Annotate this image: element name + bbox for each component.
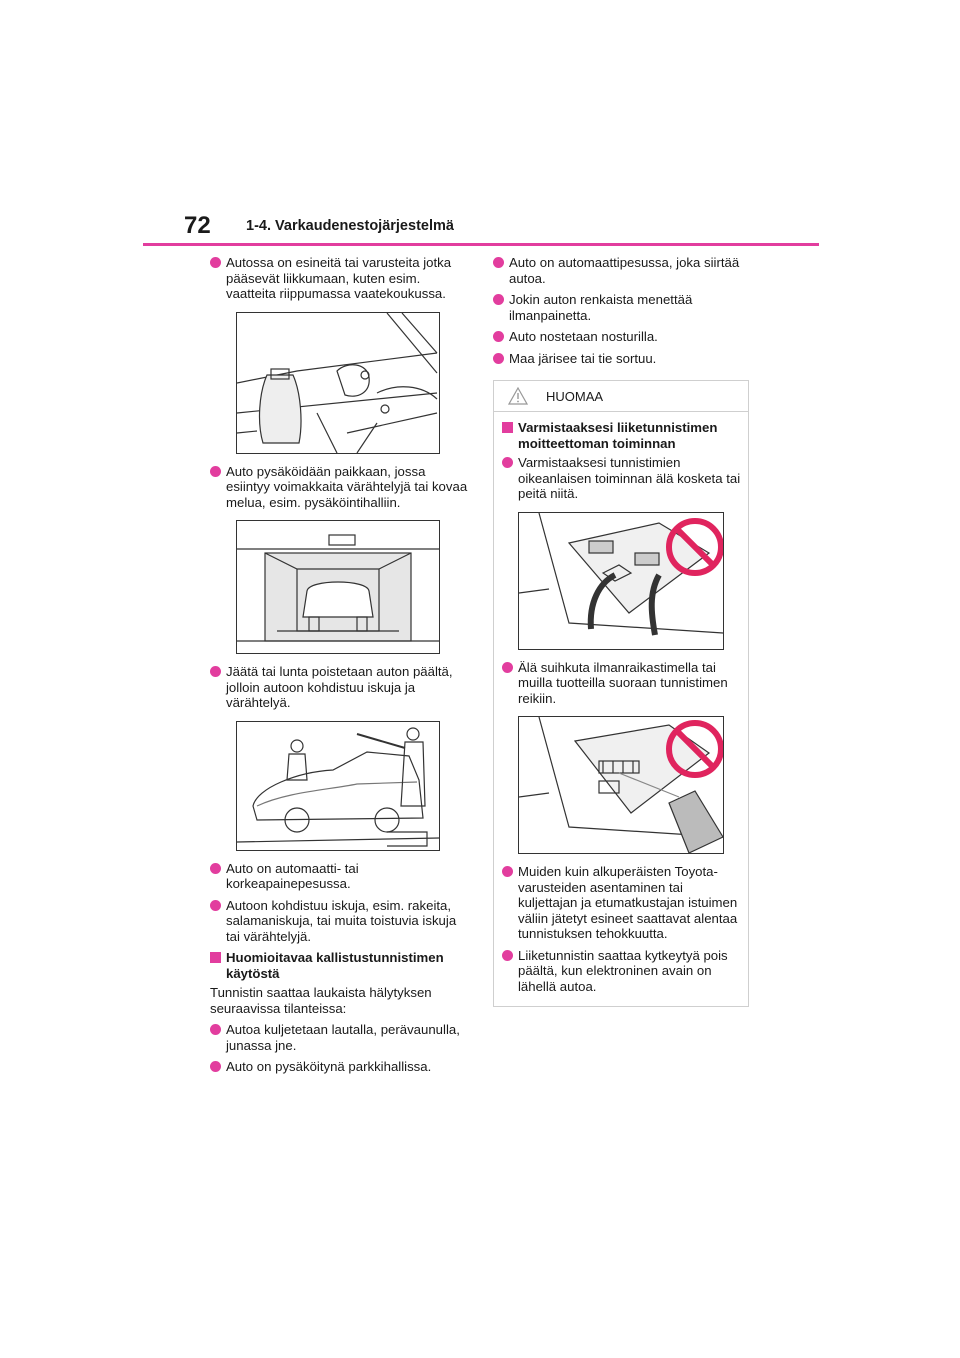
list-item: Älä suihkuta ilmanraikastimella tai muilla tuotteilla suoraan tunnistimen reikiin. xyxy=(502,660,742,707)
list-item: Autoon kohdistuu iskuja, esim. rakeita, salamaniskuja, tai muita toistuvia iskuja tai värähtelyjä. xyxy=(210,898,472,945)
illustration-clothes-hanging xyxy=(236,312,440,454)
bullet-dot-icon xyxy=(210,257,221,268)
bullet-dot-icon xyxy=(210,466,221,477)
list-item: Auto on automaatti- tai korkeapainepesussa. xyxy=(210,861,472,892)
illustration-snow-removal xyxy=(236,721,440,851)
list-item: Auto nostetaan nosturilla. xyxy=(493,329,755,345)
paragraph: Tunnistin saattaa laukaista hälytyksen seuraavissa tilanteissa: xyxy=(210,985,432,1016)
bullet-dot-icon xyxy=(502,950,513,961)
list-item: Auto on automaattipesussa, joka siirtää autoa. xyxy=(493,255,755,286)
list-item: Liiketunnistin saattaa kytkeytyä pois päältä, kun elektroninen avain on lähellä autoa. xyxy=(502,948,742,995)
bullet-dot-icon xyxy=(210,1061,221,1072)
section-title: 1-4. Varkaudenestojärjestelmä xyxy=(246,218,454,234)
illustration-do-not-spray-sensor xyxy=(518,716,724,854)
warning-triangle-icon xyxy=(508,387,528,405)
page-number: 72 xyxy=(184,212,211,239)
bullet-dot-icon xyxy=(502,662,513,673)
bullet-dot-icon xyxy=(493,257,504,268)
right-column xyxy=(493,255,755,1007)
list-item: Auto pysäköidään paikkaan, jossa esiintyy voimakkaita värähtelyjä tai kovaa melua, esim. pysäköintihalliin. xyxy=(210,464,472,511)
illustration-do-not-touch-sensor xyxy=(518,512,724,650)
list-item: Maa järisee tai tie sortuu. xyxy=(493,351,755,367)
left-column xyxy=(210,255,472,1081)
subheading: Huomioitavaa kallistustunnistimen käytöstä xyxy=(210,950,472,981)
bullet-dot-icon xyxy=(210,900,221,911)
list-item: Jokin auton renkaista menettää ilmanpainetta. xyxy=(493,292,755,323)
illustration-parking-garage xyxy=(236,520,440,654)
bullet-dot-icon xyxy=(502,457,513,468)
bullet-dot-icon xyxy=(493,331,504,342)
notice-subheading: Varmistaaksesi liiketunnistimen moitteettoman toiminnan xyxy=(502,420,742,451)
list-item: Auto on pysäköitynä parkkihallissa. xyxy=(210,1059,472,1075)
list-item: Varmistaaksesi tunnistimien oikeanlaisen toiminnan älä kosketa tai peitä niitä. xyxy=(502,455,742,502)
list-item: Muiden kuin alkuperäisten Toyota-varusteiden asentaminen tai kuljettajan ja etumatkustajan istuimen väliin jätetyt esineet saattavat alentaa tunnistuksen tehokkuutta. xyxy=(502,864,742,942)
square-bullet-icon xyxy=(210,952,221,963)
notice-label: HUOMAA xyxy=(546,389,604,404)
square-bullet-icon xyxy=(502,422,513,433)
bullet-dot-icon xyxy=(210,666,221,677)
bullet-dot-icon xyxy=(210,1024,221,1035)
bullet-dot-icon xyxy=(493,353,504,364)
header-divider xyxy=(143,243,819,246)
list-item: Jäätä tai lunta poistetaan auton päältä, jolloin autoon kohdistuu iskuja ja värähtelyä. xyxy=(210,664,472,711)
bullet-dot-icon xyxy=(210,863,221,874)
list-item: Autoa kuljetetaan lautalla, perävaunulla, junassa jne. xyxy=(210,1022,472,1053)
bullet-dot-icon xyxy=(502,866,513,877)
notice-header xyxy=(494,381,748,412)
list-item: Autossa on esineitä tai varusteita jotka pääsevät liikkumaan, kuten esim. vaatteita riippumassa vaatekoukussa. xyxy=(210,255,472,302)
bullet-dot-icon xyxy=(493,294,504,305)
notice-box xyxy=(493,380,749,1007)
